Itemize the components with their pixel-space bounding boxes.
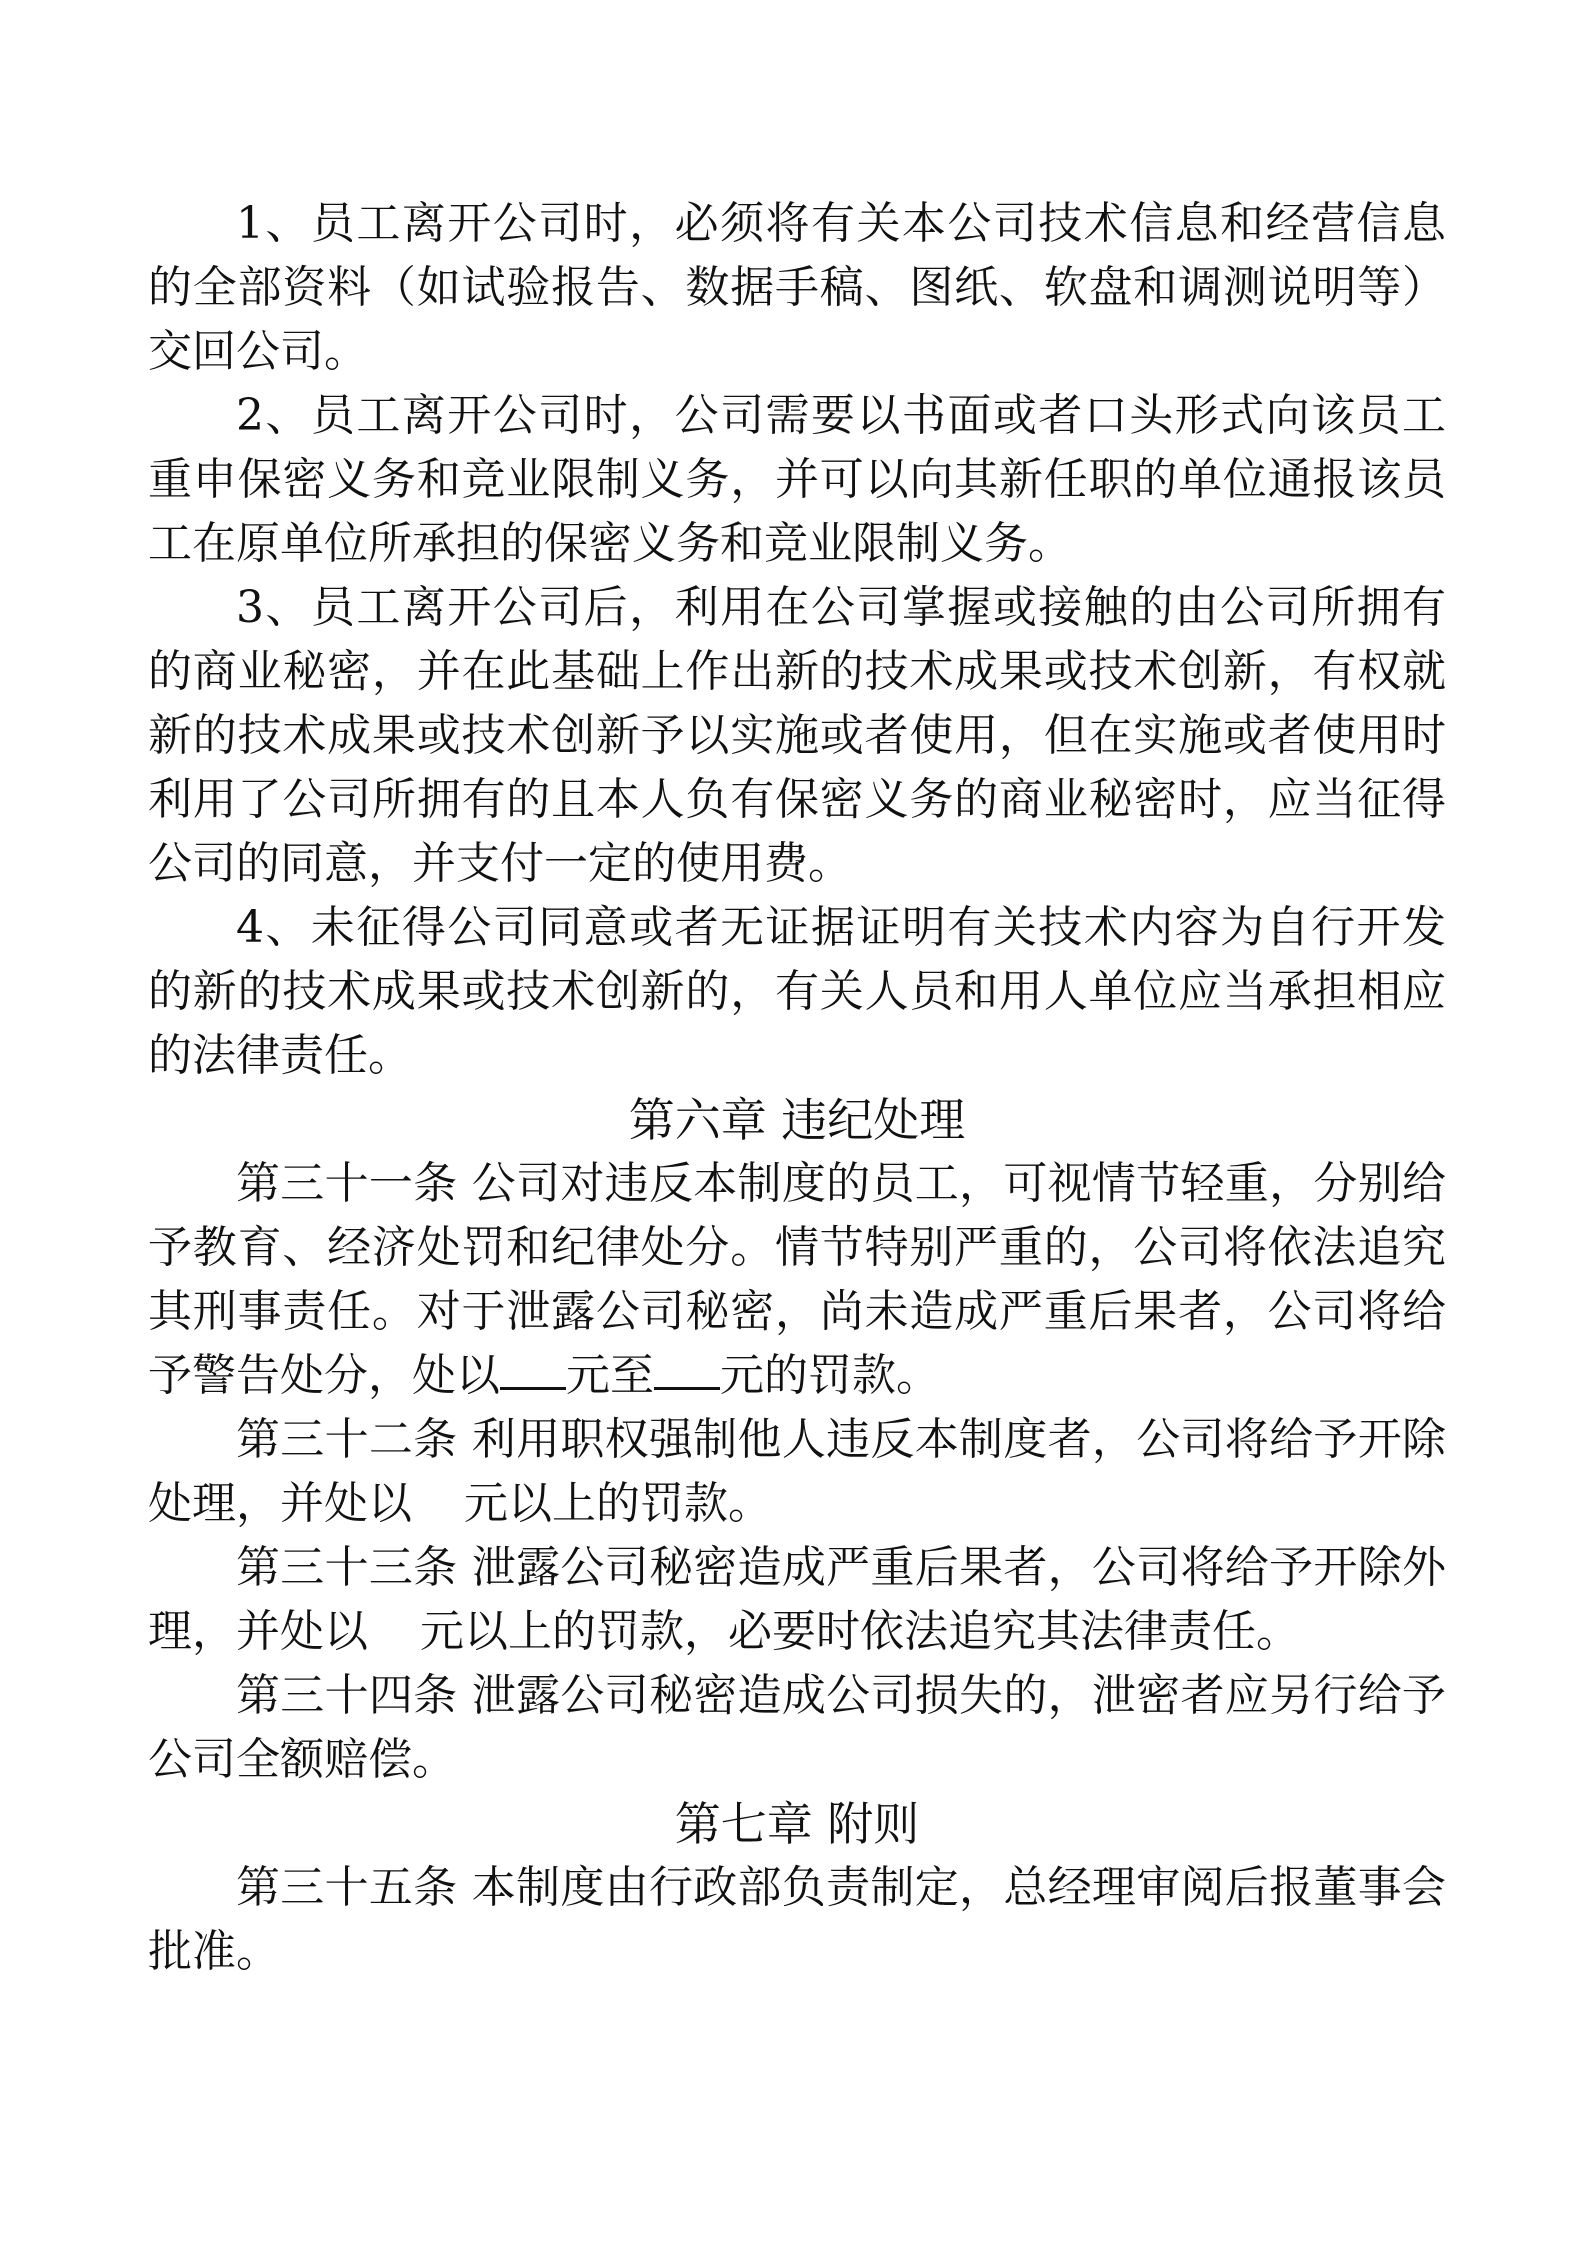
paragraph-item-3: 3、员工离开公司后，利用在公司掌握或接触的由公司所拥有的商业秘密，并在此基础上作出新的技术成果或技术创新，有权就新的技术成果或技术创新予以实施或者使用，但在实施或者使用时利用了公司所拥有的且本人负有保密义务的商业秘密时，应当征得公司的同意，并支付一定的使用费。 <box>148 582 1446 889</box>
fine-amount-blank-max <box>654 1351 720 1390</box>
article-32-text-b: 元以上的罚款。 <box>464 1478 772 1529</box>
article-31-text-a: 第三十一条 公司对违反本制度的员工，可视情节轻重，分别给予教育、经济处罚和纪律处分。情节特别严重的，公司将依法追究其刑事责任。对于泄露公司秘密，尚未造成严重后果者，公司将给予警告处分，处以 <box>148 1158 1446 1401</box>
chapter-6-title: 第六章 违纪处理 <box>628 1093 966 1147</box>
article-31-text-c: 元的罚款。 <box>720 1350 940 1401</box>
article-33-text-a: 第三十三条 泄露公司秘密造成严重后果者，公司将给予开除外理，并处以 <box>148 1542 1446 1657</box>
article-31-text-b: 元至 <box>566 1350 654 1401</box>
article-32 <box>148 1408 1446 1536</box>
article-35: 第三十五条 本制度由行政部负责制定，总经理审阅后报董事会批准。 <box>148 1862 1446 1977</box>
article-32-text-a: 第三十二条 利用职权强制他人违反本制度者，公司将给予开除处理，并处以 <box>148 1414 1446 1529</box>
article-31 <box>148 1152 1446 1408</box>
article-33 <box>148 1536 1446 1664</box>
paragraph-item-2: 2、员工离开公司时，公司需要以书面或者口头形式向该员工重申保密义务和竞业限制义务，并可以向其新任职的单位通报该员工在原单位所承担的保密义务和竞业限制义务。 <box>148 390 1446 569</box>
article-34: 第三十四条 泄露公司秘密造成公司损失的，泄密者应另行给予公司全额赔偿。 <box>148 1670 1446 1785</box>
paragraph-item-4: 4、未征得公司同意或者无证据证明有关技术内容为自行开发的新的技术成果或技术创新的，有关人员和用人单位应当承担相应的法律责任。 <box>148 902 1446 1081</box>
paragraph-item-1: 1、员工离开公司时，必须将有关本公司技术信息和经营信息的全部资料（如试验报告、数据手稿、图纸、软盘和调测说明等）交回公司。 <box>148 198 1446 377</box>
chapter-7-title: 第七章 附则 <box>674 1797 920 1851</box>
article-33-text-b: 元以上的罚款，必要时依法追究其法律责任。 <box>420 1606 1300 1657</box>
document-page <box>148 192 1446 1984</box>
fine-amount-blank-min <box>500 1351 566 1390</box>
